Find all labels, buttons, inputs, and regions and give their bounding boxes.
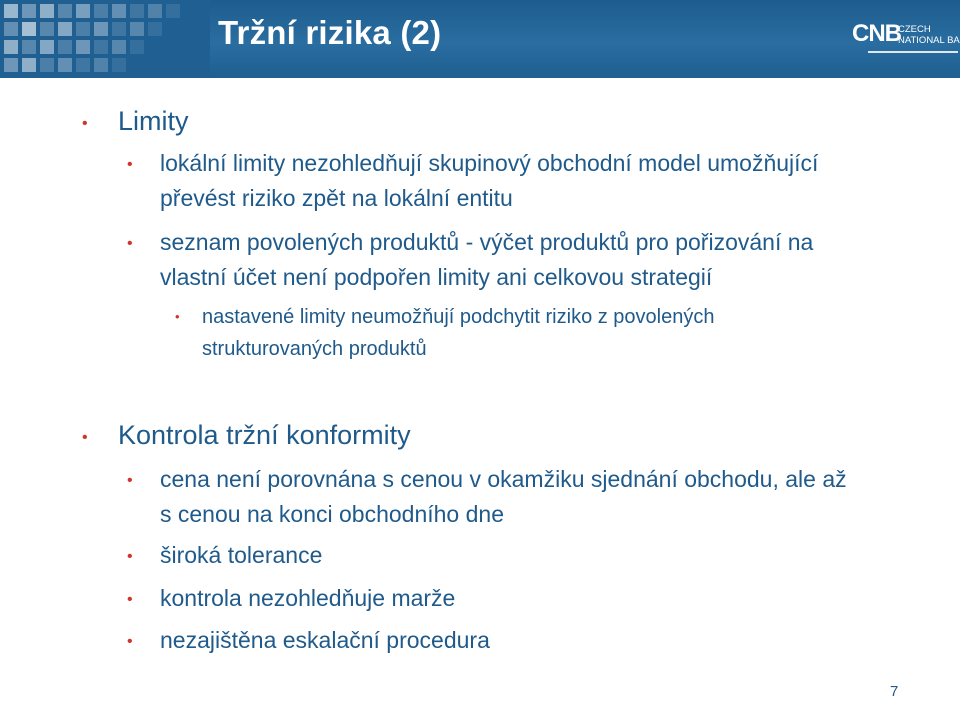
slide-title: Tržní rizika (2) [218,14,442,51]
bullet-l3-line: nastavené limity neumožňují podchytit riziko z povolených [202,306,715,328]
bullet-marker: • [127,472,133,489]
bullet-l2-line: lokální limity nezohledňují skupinový obchodní model umožňující [160,150,819,176]
bullet-l2-line: seznam povolených produktů - výčet produktů pro pořizování na [160,229,814,255]
logo-mark: CNB [852,20,901,47]
bullet-marker: • [127,591,133,608]
bullet-l2-line: vlastní účet není podpořen limity ani celkovou strategií [160,264,713,290]
bullet-marker: • [175,309,180,324]
bullet-l2-line: nezajištěna eskalační procedura [160,627,490,653]
logo-text-line1: CZECH [898,24,931,35]
bullet-marker: • [127,235,133,252]
page-number: 7 [890,683,899,700]
bullet-l2-line: kontrola nezohledňuje marže [160,585,456,611]
bullet-l1: Kontrola tržní konformity [118,420,411,450]
bullet-marker: • [127,156,133,173]
cnb-logo [852,20,973,60]
logo-text-line2: NATIONAL BANK [898,35,973,46]
bullet-marker: • [82,115,88,132]
bullet-marker: • [127,633,133,650]
logo-text [898,24,973,46]
bullet-l2-line: cena není porovnána s cenou v okamžiku sjednání obchodu, ale až [160,466,847,492]
header-mosaic-decoration [0,0,210,78]
bullet-l1: Limity [118,106,189,136]
bullet-l3-line: strukturovaných produktů [202,338,427,360]
bullet-marker: • [82,429,88,446]
bullet-l2-line: s cenou na konci obchodního dne [160,501,504,527]
bullet-marker: • [127,548,133,565]
bullet-l2-line: široká tolerance [160,542,323,568]
slide-header [0,0,973,78]
bullet-l2-line: převést riziko zpět na lokální entitu [160,185,513,211]
logo-underline [868,51,958,53]
